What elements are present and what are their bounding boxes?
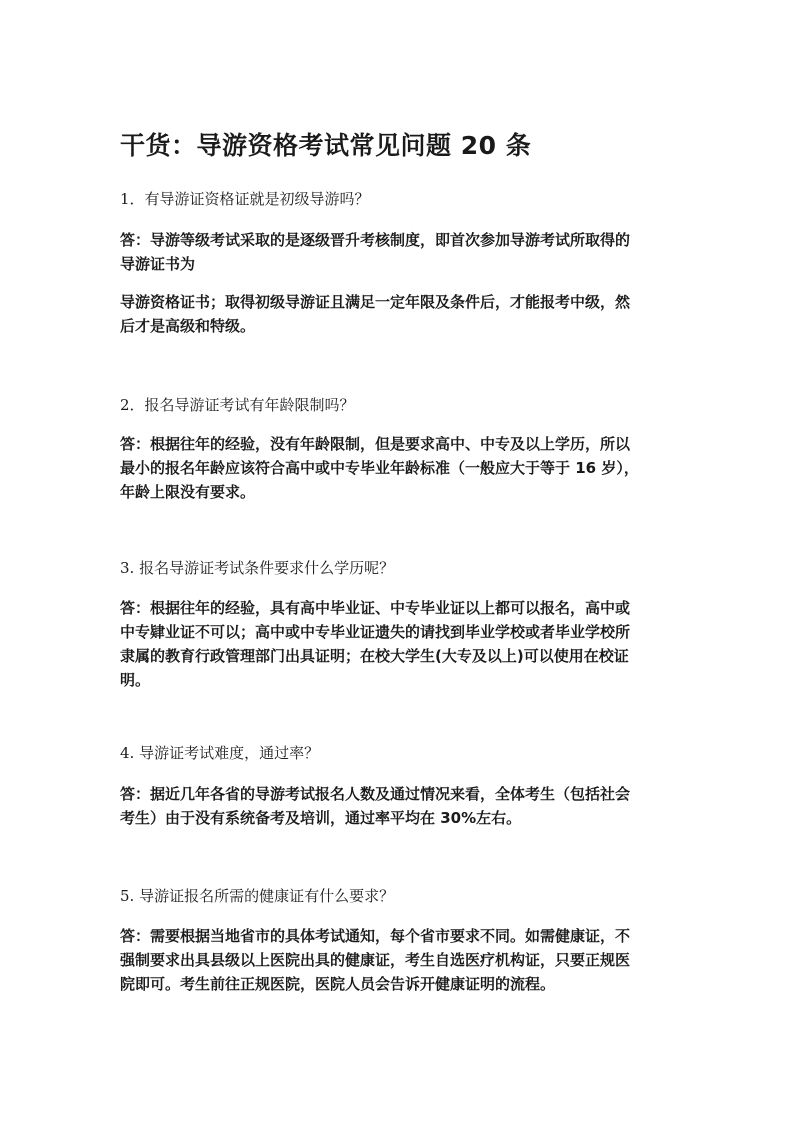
answer-1-continued — [120, 290, 682, 338]
question-5: 5. 导游证报名所需的健康证有什么要求？ — [120, 887, 395, 905]
answer-2 — [120, 432, 682, 504]
answer-5 — [120, 924, 682, 996]
answer-1b-line-1: 导游资格证书；取得初级导游证且满足一定年限及条件后，才能报考中级，然 — [120, 293, 631, 311]
answer-2-line-1: 答：根据往年的经验，没有年龄限制，但是要求高中、中专及以上学历，所以 — [120, 435, 631, 453]
question-3: 3. 报名导游证考试条件要求什么学历呢？ — [120, 559, 395, 577]
answer-3-line-1: 答：根据往年的经验，具有高中毕业证、中专毕业证以上都可以报名，高中或 — [120, 599, 631, 617]
answer-3-line-2: 中专肄业证不可以；高中或中专毕业证遗失的请找到毕业学校或者毕业学校所 — [120, 623, 631, 641]
answer-5-line-1: 答：需要根据当地省市的具体考试通知，每个省市要求不同。如需健康证，不 — [120, 927, 631, 945]
page-title: 干货：导游资格考试常见问题 20 条 — [120, 131, 532, 160]
answer-2-line-2: 最小的报名年龄应该符合高中或中专毕业年龄标准（一般应大于等于 16 岁）， — [120, 459, 639, 477]
answer-3-line-3: 隶属的教育行政管理部门出具证明；在校大学生(大专及以上)可以使用在校证 — [120, 647, 629, 665]
answer-1-line-1: 答：导游等级考试采取的是逐级晋升考核制度，即首次参加导游考试所取得的 — [120, 231, 631, 249]
answer-4-line-2: 考生）由于没有系统备考及培训，通过率平均在 30%左右。 — [120, 809, 522, 827]
answer-1b-line-2: 后才是高级和特级。 — [120, 317, 256, 335]
answer-1-line-2: 导游证书为 — [120, 255, 196, 273]
question-4: 4. 导游证考试难度，通过率？ — [120, 744, 320, 762]
answer-3-line-4: 明。 — [120, 671, 151, 689]
answer-5-line-3: 院即可。考生前往正规医院，医院人员会告诉开健康证明的流程。 — [120, 975, 556, 993]
answer-5-line-2: 强制要求出具县级以上医院出具的健康证，考生自选医疗机构证，只要正规医 — [120, 951, 631, 969]
answer-2-line-3: 年龄上限没有要求。 — [120, 483, 256, 501]
question-2: 2．报名导游证考试有年龄限制吗？ — [120, 396, 355, 414]
answer-3 — [120, 596, 682, 692]
answer-4 — [120, 782, 682, 830]
answer-1 — [120, 228, 682, 276]
answer-4-line-1: 答：据近几年各省的导游考试报名人数及通过情况来看，全体考生（包括社会 — [120, 785, 631, 803]
question-1: 1．有导游证资格证就是初级导游吗？ — [120, 190, 370, 208]
